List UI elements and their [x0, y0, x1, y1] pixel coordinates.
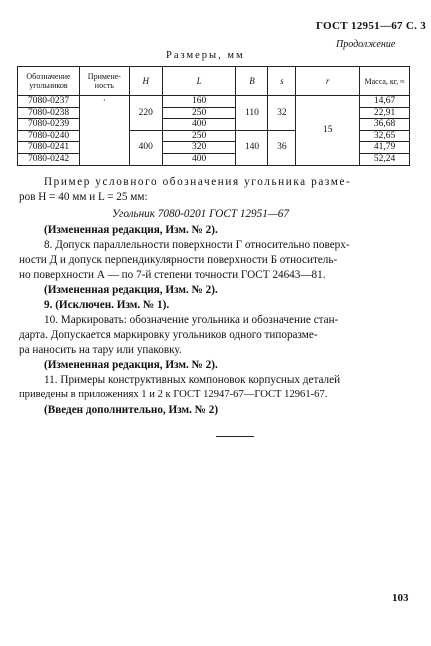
table-caption: Размеры, мм: [166, 50, 245, 61]
col-header-designation: Обозначение угольников: [18, 67, 80, 96]
table-row: [18, 96, 410, 108]
cell-l: 400: [162, 153, 236, 165]
cell-designation: 7080-0239: [18, 119, 80, 131]
cell-mass: 41,79: [360, 142, 410, 154]
paragraph-10-line-1: 10. Маркировать: обозначение угольника и обозначение стан-: [44, 314, 339, 326]
cell-designation: 7080-0240: [18, 130, 80, 142]
paragraph-9: 9. (Исключен. Изм. № 1).: [44, 299, 170, 311]
cell-h: 400: [129, 130, 162, 165]
cell-b: 110: [236, 96, 268, 131]
col-header-application: Примене-ность: [79, 67, 129, 96]
cell-mass: 22,91: [360, 107, 410, 119]
paragraph-11-line-1: 11. Примеры конструктивных компоновок корпусных деталей: [44, 374, 341, 386]
amendment-note: (Введен дополнительно, Изм. № 2): [44, 404, 219, 416]
cell-mass: 14,67: [360, 96, 410, 108]
paragraph-11-line-2: приведены в приложениях 1 и 2 к ГОСТ 12947-67—ГОСТ 12961-67.: [19, 389, 328, 400]
page-number: 103: [392, 592, 409, 604]
example-formula: Угольник 7080-0201 ГОСТ 12951—67: [112, 208, 289, 220]
cell-l: 320: [162, 142, 236, 154]
paragraph-10-line-3: ра наносить на тару или упаковку.: [19, 344, 182, 356]
amendment-note: (Измененная редакция, Изм. № 2).: [44, 284, 218, 296]
paragraph-8-line-1: 8. Допуск параллельности поверхности Г относительно поверх-: [44, 239, 350, 251]
amendment-note: (Измененная редакция, Изм. № 2).: [44, 224, 218, 236]
col-header-r: r: [296, 67, 360, 96]
cell-designation: 7080-0242: [18, 153, 80, 165]
paragraph-8-line-3: но поверхности А — по 7-й степени точности ГОСТ 24643—81.: [19, 269, 326, 281]
cell-s: 36: [268, 130, 296, 165]
standard-header: ГОСТ 12951—67 С. 3: [316, 20, 427, 32]
table-header-row: [18, 67, 410, 96]
cell-mass: 32,65: [360, 130, 410, 142]
amendment-note: (Измененная редакция, Изм. № 2).: [44, 359, 218, 371]
example-line-2: ров H = 40 мм и L = 25 мм:: [19, 191, 148, 203]
col-header-s: s: [268, 67, 296, 96]
col-header-b: B: [236, 67, 268, 96]
cell-designation: 7080-0237: [18, 96, 80, 108]
col-header-h: H: [129, 67, 162, 96]
continuation-label: Продолжение: [336, 39, 396, 50]
cell-h: 220: [129, 96, 162, 131]
cell-mass: 36,68: [360, 119, 410, 131]
example-line-1: Пример условного обозначения угольника разме-: [44, 176, 352, 188]
dimensions-table: [17, 66, 410, 166]
cell-l: 250: [162, 107, 236, 119]
cell-application: ·: [79, 96, 129, 166]
cell-l: 160: [162, 96, 236, 108]
cell-mass: 52,24: [360, 153, 410, 165]
separator-rule: [216, 436, 254, 437]
cell-designation: 7080-0241: [18, 142, 80, 154]
cell-l: 400: [162, 119, 236, 131]
col-header-l: L: [162, 67, 236, 96]
cell-b: 140: [236, 130, 268, 165]
col-header-mass: Масса, кг, ≈: [360, 67, 410, 96]
cell-l: 250: [162, 130, 236, 142]
cell-s: 32: [268, 96, 296, 131]
paragraph-10-line-2: дарта. Допускается маркировку угольников одного типоразме-: [19, 329, 318, 341]
cell-designation: 7080-0238: [18, 107, 80, 119]
cell-r: 15: [296, 96, 360, 166]
paragraph-8-line-2: ности Д и допуск перпендикулярности поверхности Б относитель-: [19, 254, 338, 266]
